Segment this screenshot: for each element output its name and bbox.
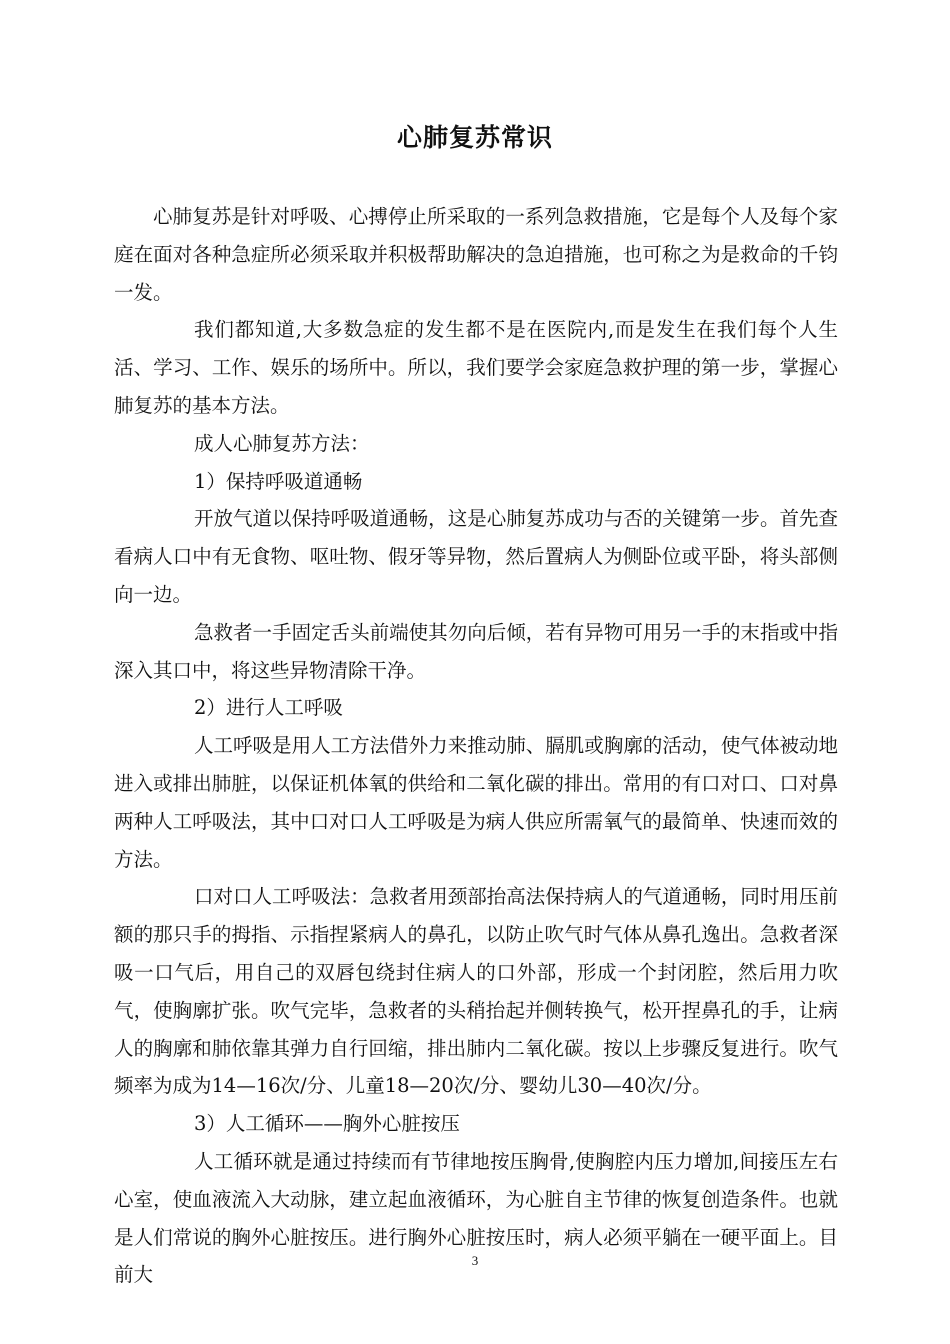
document-body (114, 198, 838, 1294)
paragraph-mouth-to-mouth: 口对口人工呼吸法：急救者用颈部抬高法保持病人的气道通畅，同时用压前额的那只手的拇指、示指捏紧病人的鼻孔，以防止吹气时气体从鼻孔逸出。急救者深吸一口气后，用自己的双唇包绕封住病人的口外部，形成一个封闭腔，然后用力吹气，使胸廓扩张。吹气完毕，急救者的头稍抬起并侧转换气，松开捏鼻孔的手，让病人的胸廓和肺依靠其弹力自行回缩，排出肺内二氧化碳。按以上步骤反复进行。吹气频率为成为14—16次/分、儿童18—20次/分、婴幼儿30—40次/分。 (114, 885, 838, 1098)
paragraph-airway-clearing: 急救者一手固定舌头前端使其勿向后倾，若有异物可用另一手的末指或中指深入其口中，将这些异物清除干净。 (114, 620, 838, 682)
step-heading-breathing: 2）进行人工呼吸 (194, 696, 343, 720)
page-number: 3 (471, 1253, 479, 1268)
paragraph-intro: 心肺复苏是针对呼吸、心搏停止所采取的一系列急救措施，它是每个人及每个家庭在面对各种急症所必须采取并积极帮助解决的急迫措施，也可称之为是救命的千钧一发。 (114, 205, 838, 304)
step-heading-airway: 1）保持呼吸道通畅 (194, 469, 363, 493)
paragraph-compression: 人工循环就是通过持续而有节律地按压胸骨,使胸腔内压力增加,间接压左右心室，使血液流入大动脉，建立起血液循环，为心脏自主节律的恢复创造条件。也就是人们常说的胸外心脏按压。进行胸外心脏按压时，病人必须平躺在一硬平面上。目前大 (114, 1149, 838, 1287)
page-title: 心肺复苏常识 (396, 123, 553, 152)
paragraph-airway: 开放气道以保持呼吸道通畅，这是心肺复苏成功与否的关键第一步。首先查看病人口中有无食物、呕吐物、假牙等异物，然后置病人为侧卧位或平卧，将头部侧向一边。 (114, 507, 838, 606)
paragraph-background: 我们都知道,大多数急症的发生都不是在医院内,而是发生在我们每个人生活、学习、工作、娱乐的场所中。所以，我们要学会家庭急救护理的第一步，掌握心肺复苏的基本方法。 (114, 318, 838, 417)
step-heading-compression: 3）人工循环——胸外心脏按压 (194, 1112, 460, 1136)
section-heading-methods: 成人心肺复苏方法： (194, 431, 370, 455)
paragraph-breathing: 人工呼吸是用人工方法借外力来推动肺、膈肌或胸廓的活动，使气体被动地进入或排出肺脏，以保证机体氧的供给和二氧化碳的排出。常用的有口对口、口对鼻两种人工呼吸法，其中口对口人工呼吸是为病人供应所需氧气的最简单、快速而效的方法。 (114, 734, 838, 871)
